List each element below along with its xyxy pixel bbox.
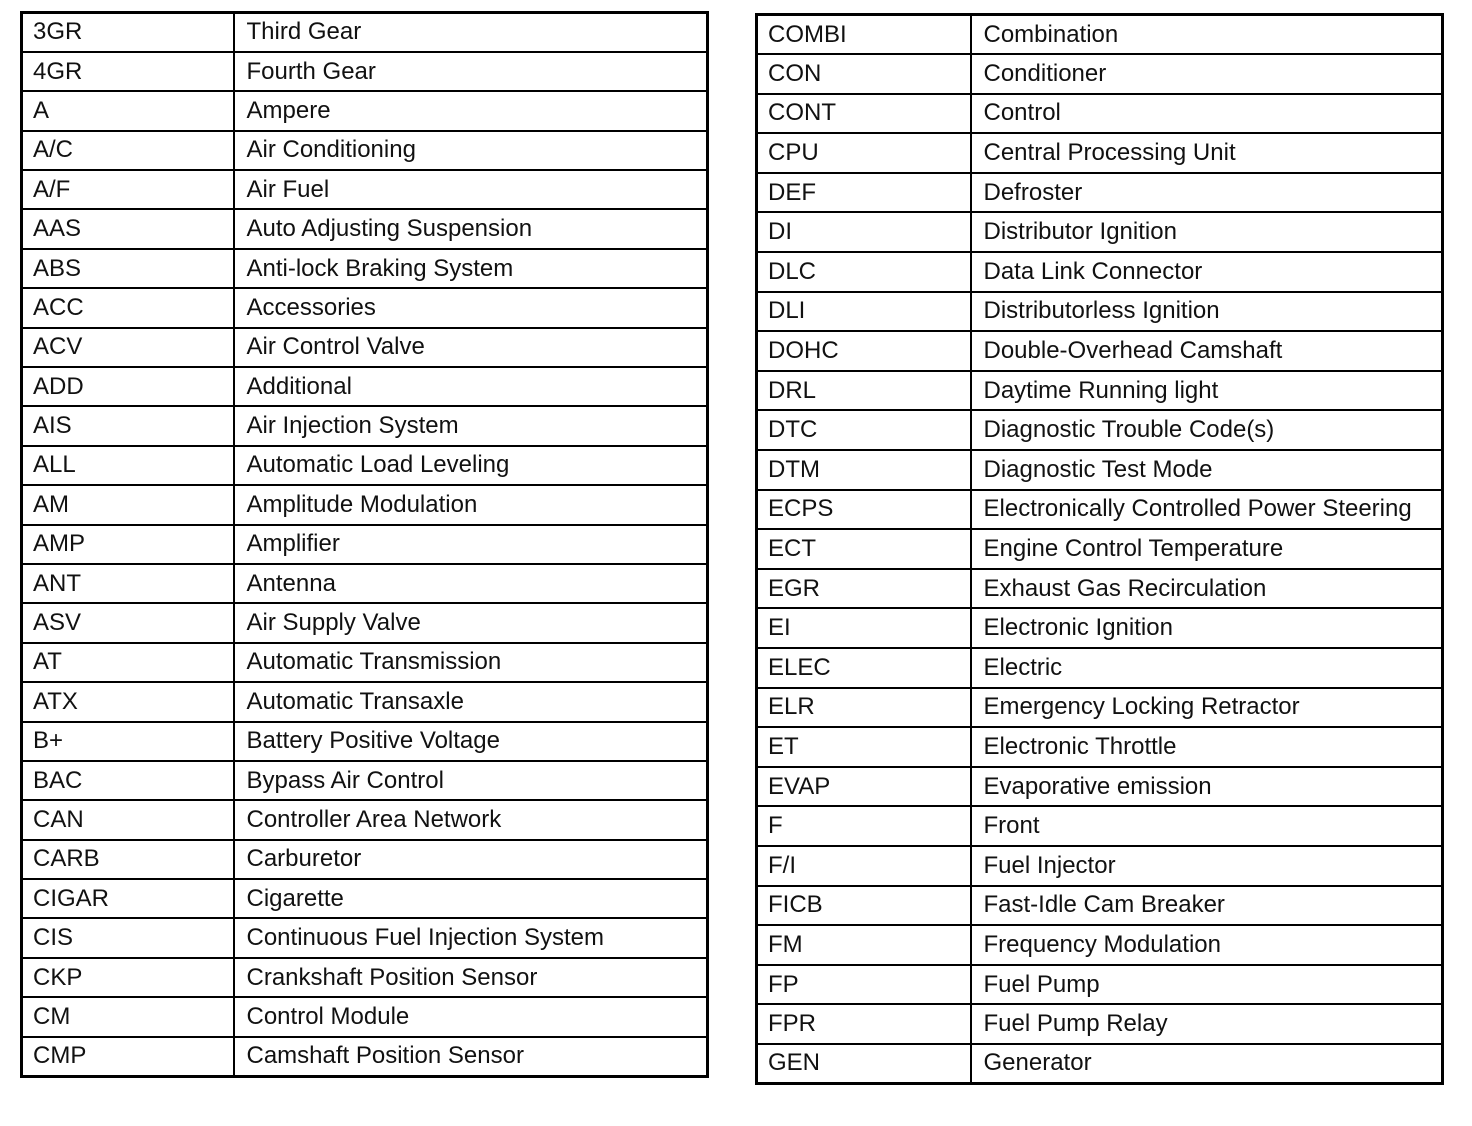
table-row bbox=[22, 406, 708, 445]
table-row bbox=[22, 1037, 708, 1076]
table-row bbox=[757, 212, 1443, 252]
meaning-cell: Engine Control Temperature bbox=[971, 529, 1443, 569]
meaning-cell: Control bbox=[971, 94, 1443, 134]
meaning-cell: Bypass Air Control bbox=[234, 761, 708, 800]
abbreviation-cell: CKP bbox=[22, 958, 234, 997]
meaning-cell: Carburetor bbox=[234, 840, 708, 879]
abbreviation-cell: CIS bbox=[22, 918, 234, 957]
meaning-cell: Combination bbox=[971, 15, 1443, 55]
table-row bbox=[22, 485, 708, 524]
meaning-cell: Electronically Controlled Power Steering bbox=[971, 490, 1443, 530]
abbreviation-cell: B+ bbox=[22, 722, 234, 761]
abbreviation-table-left-body bbox=[22, 13, 708, 1077]
table-row bbox=[22, 367, 708, 406]
abbreviation-cell: DI bbox=[757, 212, 971, 252]
table-row bbox=[757, 806, 1443, 846]
table-row bbox=[22, 249, 708, 288]
table-row bbox=[22, 446, 708, 485]
abbreviation-table-right-body bbox=[757, 15, 1443, 1084]
abbreviation-cell: ELEC bbox=[757, 648, 971, 688]
meaning-cell: Emergency Locking Retractor bbox=[971, 688, 1443, 728]
meaning-cell: Continuous Fuel Injection System bbox=[234, 918, 708, 957]
table-row bbox=[757, 767, 1443, 807]
table-row bbox=[757, 925, 1443, 965]
meaning-cell: Fuel Pump bbox=[971, 965, 1443, 1005]
meaning-cell: Front bbox=[971, 806, 1443, 846]
meaning-cell: Frequency Modulation bbox=[971, 925, 1443, 965]
abbreviation-cell: FPR bbox=[757, 1004, 971, 1044]
table-row bbox=[757, 15, 1443, 55]
table-row bbox=[757, 529, 1443, 569]
abbreviation-cell: ACC bbox=[22, 288, 234, 327]
abbreviation-cell: ET bbox=[757, 727, 971, 767]
abbreviation-cell: DEF bbox=[757, 173, 971, 213]
meaning-cell: Fuel Injector bbox=[971, 846, 1443, 886]
meaning-cell: Automatic Transaxle bbox=[234, 682, 708, 721]
meaning-cell: Conditioner bbox=[971, 54, 1443, 94]
abbreviation-cell: ATX bbox=[22, 682, 234, 721]
meaning-cell: Electric bbox=[971, 648, 1443, 688]
meaning-cell: Battery Positive Voltage bbox=[234, 722, 708, 761]
table-row bbox=[757, 846, 1443, 886]
table-row bbox=[757, 133, 1443, 173]
table-row bbox=[757, 490, 1443, 530]
table-row bbox=[22, 918, 708, 957]
abbreviation-cell: DTM bbox=[757, 450, 971, 490]
abbreviation-cell: GEN bbox=[757, 1044, 971, 1084]
meaning-cell: Automatic Load Leveling bbox=[234, 446, 708, 485]
meaning-cell: Central Processing Unit bbox=[971, 133, 1443, 173]
abbreviation-cell: ACV bbox=[22, 328, 234, 367]
abbreviation-cell: DTC bbox=[757, 410, 971, 450]
table-row bbox=[22, 682, 708, 721]
abbreviation-cell: CON bbox=[757, 54, 971, 94]
table-row bbox=[757, 54, 1443, 94]
abbreviation-cell: 3GR bbox=[22, 13, 234, 52]
meaning-cell: Air Conditioning bbox=[234, 131, 708, 170]
table-row bbox=[22, 288, 708, 327]
meaning-cell: Double-Overhead Camshaft bbox=[971, 331, 1443, 371]
meaning-cell: Crankshaft Position Sensor bbox=[234, 958, 708, 997]
meaning-cell: Fast-Idle Cam Breaker bbox=[971, 886, 1443, 926]
table-row bbox=[757, 1004, 1443, 1044]
abbreviation-cell: AAS bbox=[22, 209, 234, 248]
abbreviation-cell: CPU bbox=[757, 133, 971, 173]
abbreviation-cell: DLC bbox=[757, 252, 971, 292]
abbreviation-cell: FP bbox=[757, 965, 971, 1005]
meaning-cell: Anti-lock Braking System bbox=[234, 249, 708, 288]
abbreviation-cell: EGR bbox=[757, 569, 971, 609]
table-row bbox=[22, 328, 708, 367]
meaning-cell: Generator bbox=[971, 1044, 1443, 1084]
abbreviation-cell: FM bbox=[757, 925, 971, 965]
abbreviation-cell: FICB bbox=[757, 886, 971, 926]
abbreviation-cell: DLI bbox=[757, 292, 971, 332]
table-row bbox=[757, 331, 1443, 371]
meaning-cell: Evaporative emission bbox=[971, 767, 1443, 807]
meaning-cell: Antenna bbox=[234, 564, 708, 603]
abbreviation-cell: CAN bbox=[22, 800, 234, 839]
abbreviation-cell: CONT bbox=[757, 94, 971, 134]
abbreviation-cell: ADD bbox=[22, 367, 234, 406]
meaning-cell: Distributorless Ignition bbox=[971, 292, 1443, 332]
table-row bbox=[22, 52, 708, 91]
table-row bbox=[22, 603, 708, 642]
table-row bbox=[757, 688, 1443, 728]
table-row bbox=[757, 292, 1443, 332]
abbreviation-cell: ASV bbox=[22, 603, 234, 642]
abbreviation-cell: ANT bbox=[22, 564, 234, 603]
abbreviation-cell: AM bbox=[22, 485, 234, 524]
abbreviation-cell: DOHC bbox=[757, 331, 971, 371]
table-row bbox=[757, 252, 1443, 292]
abbreviation-cell: CIGAR bbox=[22, 879, 234, 918]
table-row bbox=[22, 209, 708, 248]
table-row bbox=[757, 569, 1443, 609]
meaning-cell: Amplifier bbox=[234, 525, 708, 564]
meaning-cell: Accessories bbox=[234, 288, 708, 327]
meaning-cell: Air Supply Valve bbox=[234, 603, 708, 642]
table-row bbox=[22, 564, 708, 603]
abbreviation-cell: CMP bbox=[22, 1037, 234, 1076]
meaning-cell: Diagnostic Test Mode bbox=[971, 450, 1443, 490]
table-row bbox=[22, 879, 708, 918]
abbreviation-cell: A/F bbox=[22, 170, 234, 209]
meaning-cell: Cigarette bbox=[234, 879, 708, 918]
meaning-cell: Electronic Throttle bbox=[971, 727, 1443, 767]
table-row bbox=[757, 886, 1443, 926]
abbreviation-cell: DRL bbox=[757, 371, 971, 411]
abbreviation-cell: ALL bbox=[22, 446, 234, 485]
meaning-cell: Defroster bbox=[971, 173, 1443, 213]
meaning-cell: Control Module bbox=[234, 997, 708, 1036]
table-row bbox=[757, 608, 1443, 648]
table-row bbox=[22, 131, 708, 170]
table-row bbox=[757, 727, 1443, 767]
table-row bbox=[757, 173, 1443, 213]
abbreviation-cell: EI bbox=[757, 608, 971, 648]
table-row bbox=[757, 1044, 1443, 1084]
meaning-cell: Electronic Ignition bbox=[971, 608, 1443, 648]
abbreviation-cell: CM bbox=[22, 997, 234, 1036]
abbreviation-table-right bbox=[755, 13, 1444, 1085]
table-row bbox=[757, 371, 1443, 411]
table-row bbox=[22, 13, 708, 52]
meaning-cell: Amplitude Modulation bbox=[234, 485, 708, 524]
abbreviation-cell: COMBI bbox=[757, 15, 971, 55]
abbreviation-cell: ECPS bbox=[757, 490, 971, 530]
table-row bbox=[22, 840, 708, 879]
table-row bbox=[22, 958, 708, 997]
meaning-cell: Additional bbox=[234, 367, 708, 406]
abbreviation-cell: EVAP bbox=[757, 767, 971, 807]
meaning-cell: Camshaft Position Sensor bbox=[234, 1037, 708, 1076]
table-row bbox=[22, 525, 708, 564]
table-row bbox=[22, 997, 708, 1036]
meaning-cell: Auto Adjusting Suspension bbox=[234, 209, 708, 248]
meaning-cell: Air Injection System bbox=[234, 406, 708, 445]
abbreviation-cell: CARB bbox=[22, 840, 234, 879]
abbreviation-cell: ABS bbox=[22, 249, 234, 288]
abbreviation-cell: AIS bbox=[22, 406, 234, 445]
meaning-cell: Exhaust Gas Recirculation bbox=[971, 569, 1443, 609]
table-row bbox=[757, 94, 1443, 134]
table-row bbox=[22, 170, 708, 209]
abbreviation-cell: F/I bbox=[757, 846, 971, 886]
meaning-cell: Fourth Gear bbox=[234, 52, 708, 91]
meaning-cell: Automatic Transmission bbox=[234, 643, 708, 682]
meaning-cell: Data Link Connector bbox=[971, 252, 1443, 292]
abbreviation-cell: ECT bbox=[757, 529, 971, 569]
meaning-cell: Ampere bbox=[234, 91, 708, 130]
abbreviation-cell: AMP bbox=[22, 525, 234, 564]
abbreviation-cell: 4GR bbox=[22, 52, 234, 91]
meaning-cell: Daytime Running light bbox=[971, 371, 1443, 411]
abbreviation-cell: A/C bbox=[22, 131, 234, 170]
meaning-cell: Air Fuel bbox=[234, 170, 708, 209]
meaning-cell: Diagnostic Trouble Code(s) bbox=[971, 410, 1443, 450]
meaning-cell: Controller Area Network bbox=[234, 800, 708, 839]
abbreviation-cell: F bbox=[757, 806, 971, 846]
table-row bbox=[22, 722, 708, 761]
meaning-cell: Distributor Ignition bbox=[971, 212, 1443, 252]
abbreviation-cell: A bbox=[22, 91, 234, 130]
table-row bbox=[757, 450, 1443, 490]
table-row bbox=[22, 643, 708, 682]
table-row bbox=[22, 800, 708, 839]
table-row bbox=[757, 648, 1443, 688]
meaning-cell: Fuel Pump Relay bbox=[971, 1004, 1443, 1044]
table-row bbox=[757, 965, 1443, 1005]
table-row bbox=[757, 410, 1443, 450]
table-row bbox=[22, 91, 708, 130]
abbreviation-cell: BAC bbox=[22, 761, 234, 800]
abbreviation-cell: AT bbox=[22, 643, 234, 682]
abbreviation-cell: ELR bbox=[757, 688, 971, 728]
meaning-cell: Air Control Valve bbox=[234, 328, 708, 367]
table-row bbox=[22, 761, 708, 800]
meaning-cell: Third Gear bbox=[234, 13, 708, 52]
abbreviation-table-left bbox=[20, 11, 709, 1078]
